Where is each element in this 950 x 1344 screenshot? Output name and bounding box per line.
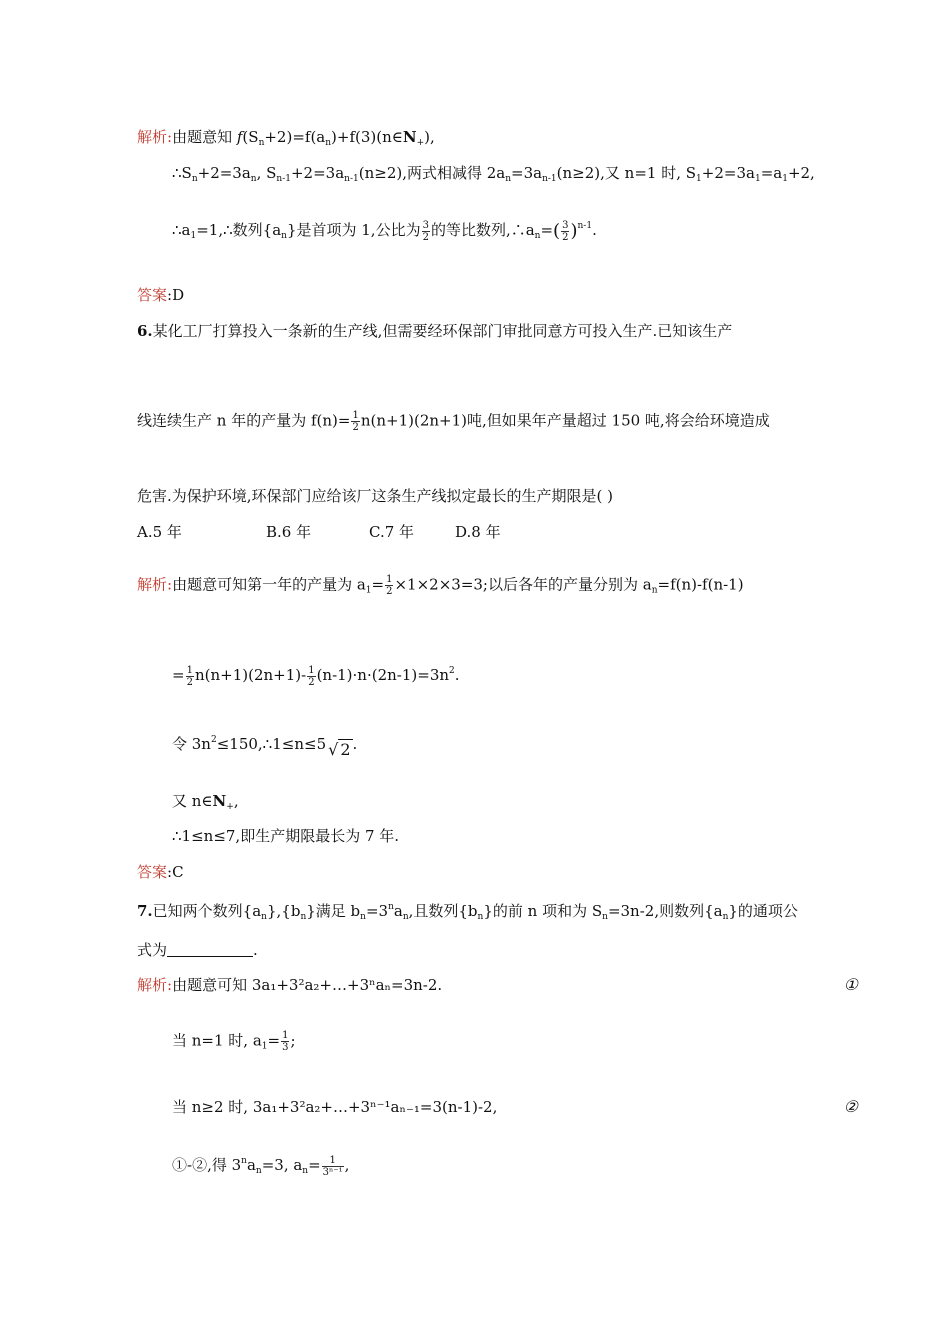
q6-option-c: C.7 年	[369, 523, 415, 541]
ratio-fraction: $\frac{3}{2}$	[422, 219, 429, 243]
q6-stem-line-2: 线连续生产 n 年的产量为 f(n)= $\frac{1}{2}$ n(n+1)(2n+1)吨,但如果年产量超过 150 吨,将会给环境造成	[137, 410, 770, 433]
q6-answer: 答案:C	[137, 863, 184, 881]
analysis-label: 解析	[137, 128, 168, 146]
circled-two: ②	[843, 1097, 858, 1116]
q6-option-d: D.8 年	[455, 523, 501, 541]
p5-answer: 答案:D	[137, 286, 185, 304]
q7-stem-line-1: 7.已知两个数列$\{a_n\},\{b_n\}$满足 $b_n=3^na_n$,且数列$\{b_n\}$的前 n 项和为 $S_n=3n-2$,则数列$\{a_n\}$的通项公	[137, 902, 798, 922]
q6-solution-line-1: 解析:由题意可知第一年的产量为 $a_1=$ $\frac{1}{2}$ ×1×2×3=3;以后各年的产量分别为 $a_n=f(n)-f(n-1)$	[137, 574, 744, 597]
q6-stem-line-3: 危害.为保护环境,环保部门应给该厂这条生产线拟定最长的生产期限是( )	[137, 487, 614, 505]
q6-solution-line-5: ∴1≤n≤7,即生产期限最长为 7 年.	[172, 827, 400, 845]
q6-option-a: A.5 年	[137, 523, 182, 541]
q6-solution-line-2: = $\frac{1}{2}$ n(n+1)(2n+1)- $\frac{1}{2}$ $(n-1)\cdot n\cdot(2n-1)=3n^2$.	[172, 664, 460, 688]
q6-stem-line-1: 6.某化工厂打算投入一条新的生产线,但需要经环保部门审批同意方可投入生产.已知该生产	[137, 322, 733, 340]
ratio-power: ( $\frac{3}{2}$ )	[553, 219, 578, 243]
q7-solution-line-2: 当 n=1 时, $a_1=$ $\frac{1}{3}$ ;	[172, 1030, 296, 1053]
answer-blank	[167, 942, 253, 957]
p5-solution-line-3: $\therefore a_1=1,\therefore$数列$\{a_n\}$是首项为 1,公比为 $\frac{3}{2}$ 的等比数列$,\therefore a_n=$( $\frac{3}{2}$ )$^{n-1}$.	[172, 219, 597, 243]
q7-solution-line-1: 解析:由题意可知 3a₁+3²a₂+…+3ⁿaₙ=3n-2.	[137, 976, 443, 994]
third-fraction: $\frac{1}{3}$	[282, 1030, 289, 1053]
inverse-power-fraction: $\frac{1}{\text{3ⁿ⁻¹}}$	[322, 1154, 343, 1178]
circled-one: ①	[843, 975, 858, 994]
q6-option-b: B.6 年	[266, 523, 312, 541]
q6-solution-line-4: 又 $n\in N_+$,	[172, 792, 239, 812]
q7-solution-line-4: ①-②,得 $3^na_n=3$, $a_n=$ $\frac{1}{\text{3ⁿ⁻¹}}$ ,	[172, 1154, 350, 1178]
q7-solution-line-3: 当 n≥2 时, 3a₁+3²a₂+…+3ⁿ⁻¹aₙ₋₁=3(n-1)-2,	[172, 1098, 498, 1116]
p5-solution-line-2: $\therefore S_n+2=3a_n$, $S_{n-1}+2=3a_{n-1}(n\ge 2)$,两式相减得 $2a_n=3a_{n-1}(n\ge 2)$,又 n=1 时, $S_1+2=3a_1=a_1+2$,	[172, 164, 815, 184]
q6-solution-line-3: 令 $3n^2\le 150,\therefore 1\le n\le 5$ √ 2 .	[172, 735, 358, 759]
half-fraction: $\frac{1}{2}$	[352, 410, 359, 433]
p5-solution-line-1: 解析:由题意知 $f(S_n+2)=f(a_n)+f(3)(n\in N_+)$,	[137, 128, 435, 148]
sqrt-two: √ 2	[328, 740, 351, 759]
q7-stem-line-2: 式为 .	[137, 941, 258, 959]
question-number: 6.	[137, 322, 153, 340]
